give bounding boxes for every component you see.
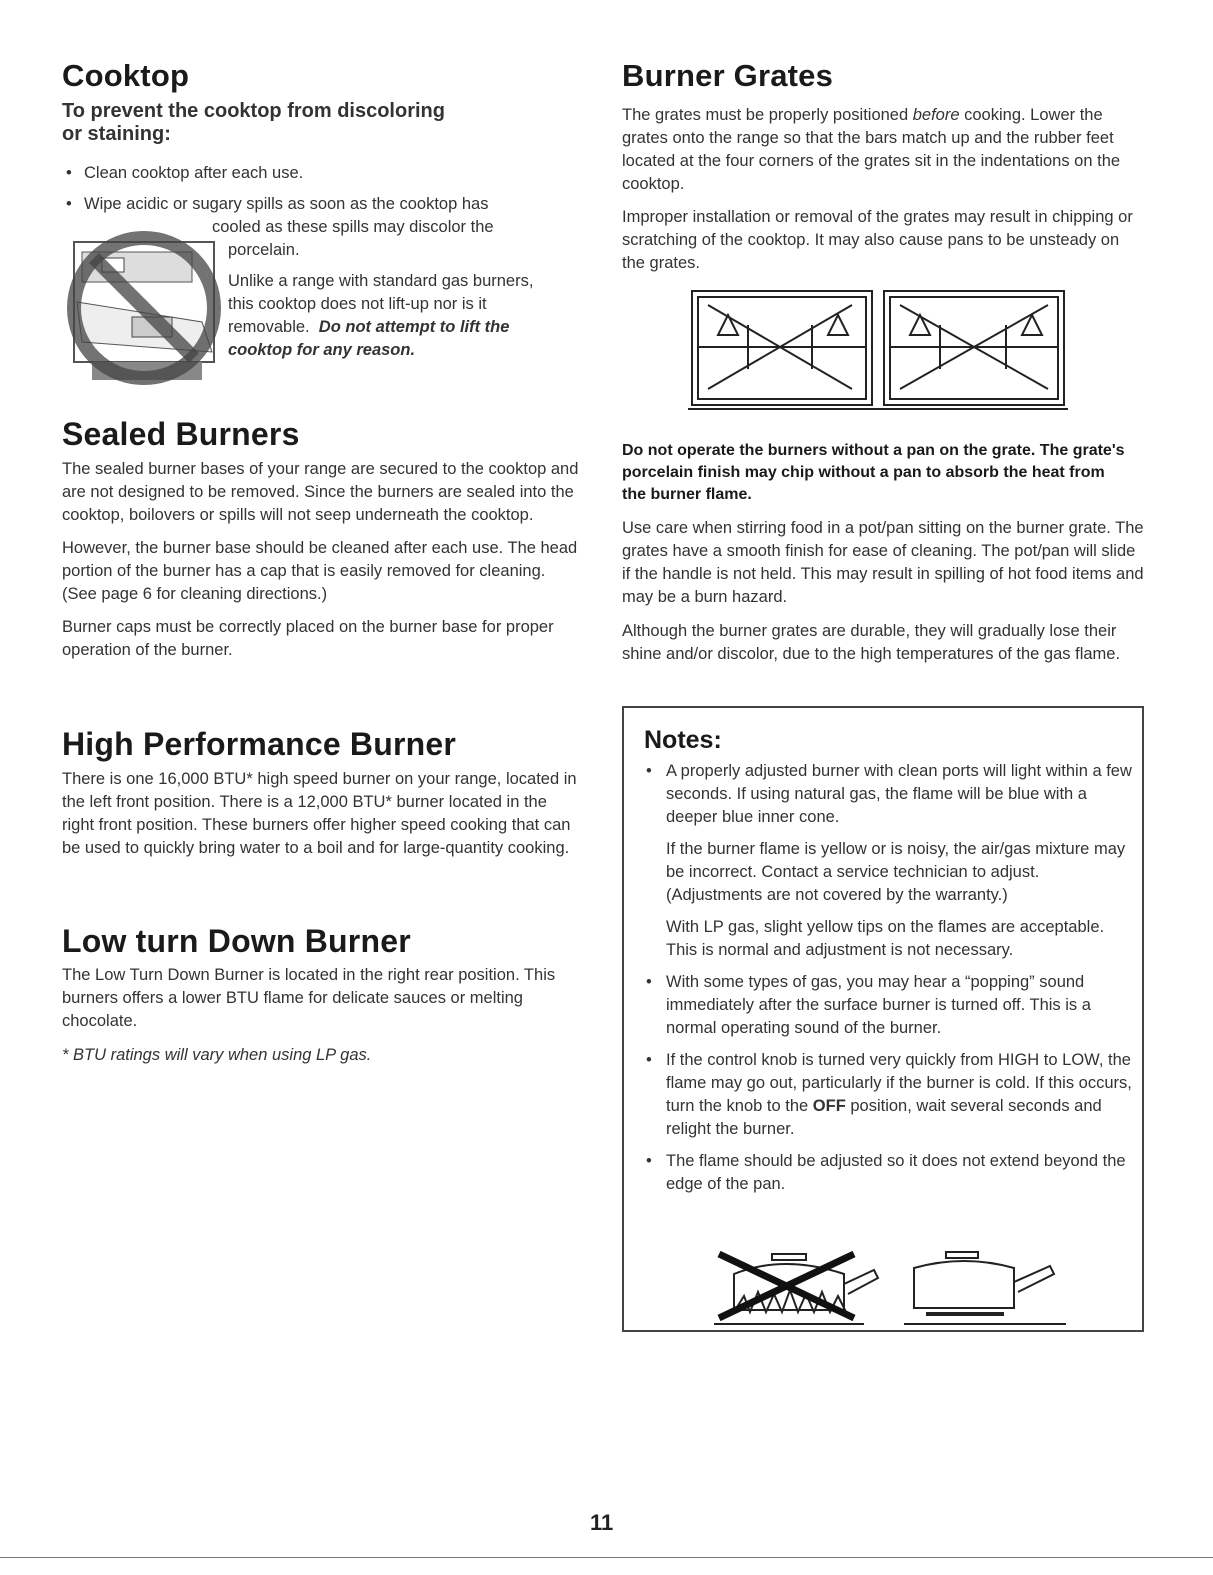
sealed-burners-heading: Sealed Burners [62,416,300,452]
cooktop-paragraph: Unlike a range with standard gas burners, this cooktop does not lift-up nor is it removable. Do not attempt to lift the cooktop for any reason. [228,272,534,359]
sealed-paragraph-2: However, the burner base should be cleaned after each use. The head portion of the burner has a cap that is easily removed for cleaning. (See page 6 for cleaning directions.) [62,539,578,603]
low-turn-down-paragraph: The Low Turn Down Burner is located in the right rear position. This burners offers a lower BTU flame for delicate sauces or melting chocolate. [62,966,556,1030]
grates-paragraph-4: Although the burner grates are durable, they will gradually lose their shine and/or discolor, due to the high temperatures of the gas flame. [622,622,1121,663]
grates-paragraph-1: The grates must be properly positioned before cooking. Lower the grates onto the range so that the bars match up and the rubber feet located at the four corners of the grates sit in the indentations on the cooktop. [622,106,1121,193]
grates-paragraph-2: Improper installation or removal of the grates may result in chipping or scratching of the cooktop. It may also cause pans to be unsteady on the grates. [622,208,1133,272]
page-number: 11 [590,1510,614,1535]
cooktop-bullet-2: • Wipe acidic or sugary spills as soon as the cooktop has [66,195,489,213]
note-3-text: • If the control knob is turned very quickly from HIGH to LOW, the flame may go out, particularly if the burner is cold. If this occurs, turn the knob to the OFF position, wait several seconds and relight the burner. [666,1051,1132,1138]
bottom-rule [0,1557,1213,1558]
cooktop-bullet-2-cont2: porcelain. [228,241,300,259]
off-label: OFF [812,1097,846,1115]
grates-paragraph-3: Use care when stirring food in a pot/pan sitting on the burner grate. The grates have a smooth finish for ease of cleaning. The pot/pan will slide if the handle is not held. This may result in spilling of hot food items and may be a burn hazard. [622,519,1144,606]
no-lift-warning-1: Do not attempt to lift the [318,318,510,336]
cooktop-bullet-2-cont: cooled as these spills may discolor the [212,218,494,236]
note-2 [642,971,1132,1040]
note-1 [642,760,1132,962]
sealed-paragraph-1: The sealed burner bases of your range are secured to the cooktop and are not designed to be removed. Since the burners are sealed into the cooktop, boilovers or spills will not seep underneath the cooktop. [62,460,579,524]
sealed-paragraph-3: Burner caps must be correctly placed on the burner base for proper operation of the burner. [62,618,554,659]
grates-warning: Do not operate the burners without a pan on the grate. The grate's porcelain finish may chip without a pan to absorb the heat from the burner flame. [622,442,1125,503]
high-performance-paragraph: There is one 16,000 BTU* high speed burner on your range, located in the left front position. There is a 12,000 BTU* burner located in the right front position. These burners offer higher speed cooking that can be used to quickly bring water to a boil and for large-quantity cooking. [62,770,577,857]
note-1-paragraph-2: If the burner flame is yellow or is noisy, the air/gas mixture may be incorrect. Contact a service technician to adjust. (Adjustments are not covered by the warranty.) [666,840,1126,904]
note-1-text: • A properly adjusted burner with clean ports will light within a few seconds. If using natural gas, the flame will be blue with a deeper blue inner cone. [666,762,1132,826]
cooktop-subtitle [62,100,582,146]
subtitle-line-2: or staining: [62,123,171,145]
subtitle-line-1: To prevent the cooktop from discoloring [62,100,445,122]
note-1-paragraph-3: With LP gas, slight yellow tips on the flames are acceptable. This is normal and adjustment is not necessary. [666,918,1105,959]
note-4-text: • The flame should be adjusted so it does not extend beyond the edge of the pan. [666,1152,1126,1193]
cooktop-heading: Cooktop [62,58,190,93]
note-4 [642,1150,1132,1196]
no-lift-cooktop-illustration [62,222,222,387]
cooktop-bullet-1: • Clean cooktop after each use. [66,164,304,182]
note-3 [642,1049,1132,1141]
burner-grates-illustration [688,285,1068,415]
notes-box [622,706,1144,1332]
low-turn-down-heading: Low turn Down Burner [62,923,411,959]
notes-heading: Notes: [644,726,722,754]
no-lift-warning-2: cooktop for any reason. [228,341,416,359]
notes-list [642,760,1132,1205]
btu-footnote: * BTU ratings will vary when using LP gas. [62,1046,372,1064]
burner-grates-heading: Burner Grates [622,58,834,93]
pan-flame-illustration [714,1248,1074,1328]
note-2-text: • With some types of gas, you may hear a “popping” sound immediately after the surface burner is turned off. This is a normal operating sound of the burner. [666,973,1091,1037]
high-performance-heading: High Performance Burner [62,726,457,762]
